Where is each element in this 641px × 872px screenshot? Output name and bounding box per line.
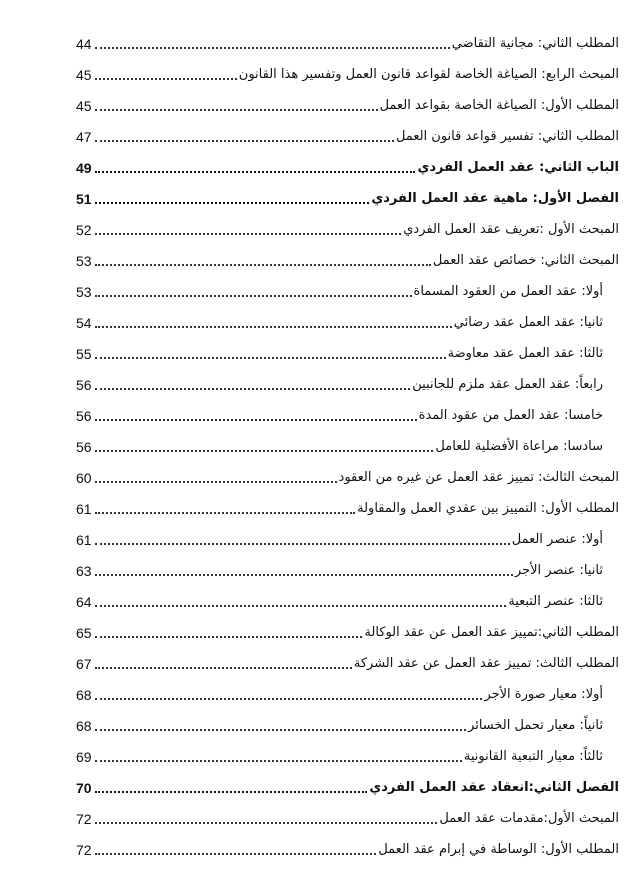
toc-entry-title: المطلب الأول: الصياغة الخاصة بقواعد العمل xyxy=(379,98,619,113)
toc-entry-title: ثالثا: عقد العمل عقد معاوضة xyxy=(447,346,603,361)
dot-leader xyxy=(95,109,378,111)
dot-leader xyxy=(95,357,446,359)
toc-entry-page-number: 47 xyxy=(76,129,92,145)
toc-entry[interactable] xyxy=(76,734,603,765)
dot-leader xyxy=(95,450,434,452)
toc-entry-title: المطلب الثالث: تمييز عقد العمل عن عقد الشركة xyxy=(353,656,619,671)
dot-leader xyxy=(95,667,352,669)
toc-entry-title: ثالثا: عنصر التبعية xyxy=(508,594,603,609)
toc-entry-page-number: 49 xyxy=(76,160,92,176)
toc-entry-title: المبحث الأول:مقدمات عقد العمل xyxy=(439,811,619,826)
toc-entry[interactable] xyxy=(76,393,603,424)
dot-leader xyxy=(95,419,417,421)
toc-entry-title: الفصل الأول: ماهية عقد العمل الفردي xyxy=(371,191,619,206)
dot-leader xyxy=(95,853,377,855)
dot-leader xyxy=(95,295,412,297)
dot-leader xyxy=(95,543,510,545)
toc-entry[interactable] xyxy=(76,641,619,672)
toc-entry-page-number: 51 xyxy=(76,191,92,207)
toc-entry-title: خامسا: عقد العمل من عقود المدة xyxy=(418,408,603,423)
toc-entry-title: سادسا: مراعاة الأفضلية للعامل xyxy=(435,439,603,454)
toc-entry[interactable] xyxy=(76,796,619,827)
dot-leader xyxy=(95,140,394,142)
toc-entry[interactable] xyxy=(76,207,619,238)
toc-entry-title: أولا: عنصر العمل xyxy=(511,532,603,547)
toc-entry-title: المطلب الأول: التمييز بين عقدي العمل والمقاولة xyxy=(357,501,619,516)
toc-entry[interactable] xyxy=(76,548,603,579)
dot-leader xyxy=(95,791,368,793)
toc-entry-title: المبحث الثاني: خصائص عقد العمل xyxy=(432,253,619,268)
toc-entry[interactable] xyxy=(76,114,619,145)
dot-leader xyxy=(95,698,483,700)
toc-entry-page-number: 69 xyxy=(76,749,92,765)
toc-entry-page-number: 70 xyxy=(76,780,92,796)
toc-entry-page-number: 72 xyxy=(76,842,92,858)
dot-leader xyxy=(95,729,466,731)
toc-entry[interactable] xyxy=(76,83,619,114)
toc-entry-page-number: 53 xyxy=(76,284,92,300)
dot-leader xyxy=(95,760,462,762)
toc-entry[interactable] xyxy=(76,52,619,83)
toc-entry-title: المطلب الثاني:تمييز عقد العمل عن عقد الوكالة xyxy=(364,625,619,640)
dot-leader xyxy=(95,574,513,576)
toc-entry-page-number: 61 xyxy=(76,501,92,517)
toc-entry-page-number: 56 xyxy=(76,408,92,424)
toc-entry[interactable] xyxy=(76,486,619,517)
toc-entry-page-number: 56 xyxy=(76,439,92,455)
dot-leader xyxy=(95,171,416,173)
toc-entry-page-number: 67 xyxy=(76,656,92,672)
toc-entry-page-number: 56 xyxy=(76,377,92,393)
toc-entry-title: المطلب الأول: الوساطة في إبرام عقد العمل xyxy=(378,842,619,857)
toc-entry-title: المبحث الرابع: الصياغة الخاصة لقواعد قانون العمل وتفسير هذا القانون xyxy=(238,67,619,82)
dot-leader xyxy=(95,512,356,514)
dot-leader xyxy=(95,326,452,328)
dot-leader xyxy=(95,481,337,483)
dot-leader xyxy=(95,605,507,607)
dot-leader xyxy=(95,388,411,390)
toc-entry-title: ثانيا: عنصر الأجر xyxy=(514,563,603,578)
toc-entry-title: ثانيا: عقد العمل عقد رضائي xyxy=(453,315,603,330)
toc-entry-page-number: 65 xyxy=(76,625,92,641)
dot-leader xyxy=(95,47,450,49)
toc-entry[interactable] xyxy=(76,517,603,548)
toc-entry-page-number: 54 xyxy=(76,315,92,331)
toc-entry[interactable] xyxy=(76,238,619,269)
toc-entry-page-number: 55 xyxy=(76,346,92,362)
toc-entry-page-number: 63 xyxy=(76,563,92,579)
toc-entry[interactable] xyxy=(76,145,619,176)
toc-entry-title: المطلب الثاني: تفسير قواعد قانون العمل xyxy=(395,129,619,144)
toc-entry-title: أولا: عقد العمل من العقود المسماة xyxy=(413,284,603,299)
toc-entry[interactable] xyxy=(76,362,603,393)
toc-entry[interactable] xyxy=(76,21,619,52)
toc-entry[interactable] xyxy=(76,610,619,641)
toc-entry[interactable] xyxy=(76,331,603,362)
toc-entry[interactable] xyxy=(76,455,619,486)
toc-entry[interactable] xyxy=(76,424,603,455)
dot-leader xyxy=(95,233,402,235)
dot-leader xyxy=(95,202,370,204)
toc-entry-page-number: 68 xyxy=(76,687,92,703)
dot-leader xyxy=(95,78,237,80)
toc-entry-page-number: 44 xyxy=(76,36,92,52)
toc-entry-title: أولا: معيار صورة الأجر xyxy=(484,687,603,702)
toc-entry[interactable] xyxy=(76,672,603,703)
toc-entry[interactable] xyxy=(76,176,619,207)
toc-entry[interactable] xyxy=(76,703,603,734)
toc-entry[interactable] xyxy=(76,579,603,610)
toc-entry-title: ثانياً: معيار تحمل الخسائر xyxy=(468,718,603,733)
toc-entry[interactable] xyxy=(76,827,619,858)
toc-entry-page-number: 60 xyxy=(76,470,92,486)
toc-entry-title: الفصل الثاني:انعقاد عقد العمل الفردي xyxy=(369,780,619,795)
toc-entry-title: المبحث الأول :تعريف عقد العمل الفردي xyxy=(403,222,619,237)
toc-entry-page-number: 64 xyxy=(76,594,92,610)
toc-entry-page-number: 72 xyxy=(76,811,92,827)
toc-entry-page-number: 45 xyxy=(76,67,92,83)
toc-entry-page-number: 53 xyxy=(76,253,92,269)
toc-entry-page-number: 45 xyxy=(76,98,92,114)
toc-entry-page-number: 61 xyxy=(76,532,92,548)
toc-entry-page-number: 52 xyxy=(76,222,92,238)
toc-entry-title: رابعاً: عقد العمل عقد ملزم للجانبين xyxy=(412,377,603,392)
toc-entry[interactable] xyxy=(76,300,603,331)
toc-entry[interactable] xyxy=(76,269,603,300)
dot-leader xyxy=(95,822,438,824)
toc-entry-title: ثالثاً: معيار التبعية القانونية xyxy=(463,749,603,764)
dot-leader xyxy=(95,264,431,266)
toc-entry-title: المبحث الثالث: تمييز عقد العمل عن غيره من العقود xyxy=(338,470,619,485)
toc-entry-title: المطلب الثاني: مجانية التقاضي xyxy=(451,36,619,51)
toc-entry-title: الباب الثاني: عقد العمل الفردي xyxy=(417,160,619,175)
toc-entry-page-number: 68 xyxy=(76,718,92,734)
dot-leader xyxy=(95,636,363,638)
toc-entry[interactable] xyxy=(76,765,619,796)
